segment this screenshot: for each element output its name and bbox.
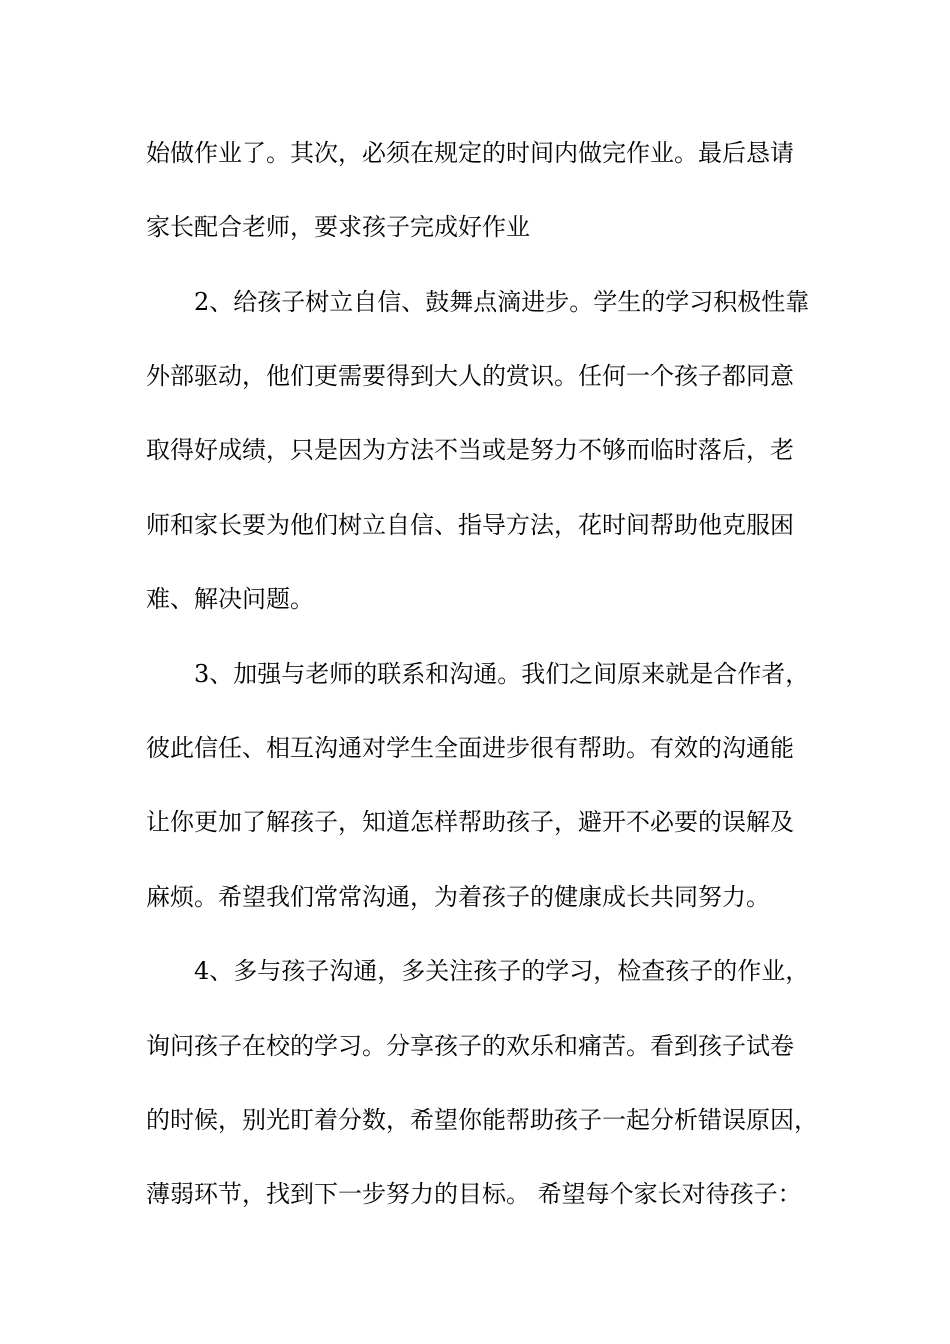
paragraph-4-start: 4、多与孩子沟通，多关注孩子的学习，检查孩子的作业，	[194, 957, 810, 985]
text-line: 彼此信任、相互沟通对学生全面进步很有帮助。有效的沟通能	[146, 734, 794, 762]
text-line: 询问孩子在校的学习。分享孩子的欢乐和痛苦。看到孩子试卷	[146, 1032, 794, 1060]
text-line: 难、解决问题。	[146, 585, 314, 613]
text-line: 师和家长要为他们树立自信、指导方法，花时间帮助他克服困	[146, 511, 794, 539]
text-line: 外部驱动，他们更需要得到大人的赏识。任何一个孩子都同意	[146, 362, 794, 390]
text-line: 薄弱环节，找到下一步努力的目标。 希望每个家长对待孩子：	[146, 1180, 802, 1208]
text-line: 麻烦。希望我们常常沟通，为着孩子的健康成长共同努力。	[146, 883, 770, 911]
text-line: 让你更加了解孩子，知道怎样帮助孩子，避开不必要的误解及	[146, 808, 794, 836]
text-line: 的时候，别光盯着分数，希望你能帮助孩子一起分析错误原因，	[146, 1106, 818, 1134]
text-line: 取得好成绩，只是因为方法不当或是努力不够而临时落后，老	[146, 436, 794, 464]
text-line: 家长配合老师，要求孩子完成好作业	[146, 213, 530, 241]
paragraph-2-start: 2、给孩子树立自信、鼓舞点滴进步。学生的学习积极性靠	[194, 288, 810, 316]
paragraph-3-start: 3、加强与老师的联系和沟通。我们之间原来就是合作者，	[194, 660, 810, 688]
text-line: 始做作业了。其次，必须在规定的时间内做完作业。最后恳请	[146, 139, 794, 167]
